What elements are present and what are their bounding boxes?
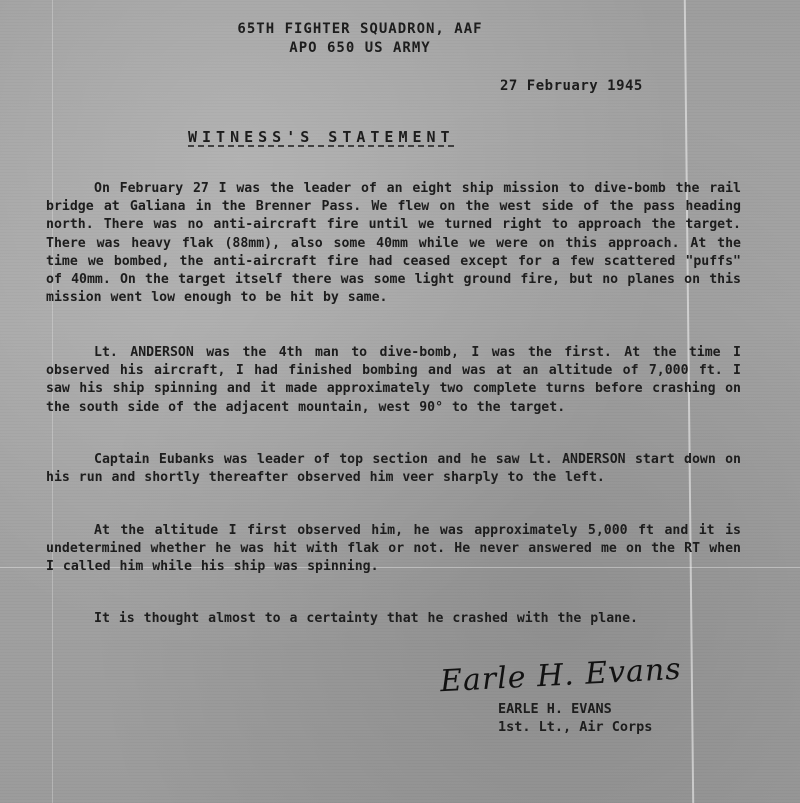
signer-rank: 1st. Lt., Air Corps — [498, 719, 653, 735]
statement-paragraph: On February 27 I was the leader of an eight ship mission to dive-bomb the rail bridge at Galiana in the Brenner Pass. We flew on the west side of the pass heading north. There was no anti-aircraft fire until we turned right to approach the target. There was heavy flak (88mm), also some 40mm while we were on this approach. At the time we bombed, the anti-aircraft fire had ceased except for a few scattered "puffs" of 40mm. On the target itself there was some light ground fire, but no planes on this mission went low enough to be hit by same. — [46, 181, 741, 306]
document-date: 27 February 1945 — [500, 78, 643, 94]
signer-name: EARLE H. EVANS — [498, 701, 612, 717]
document-title: WITNESS'S STATEMENT — [188, 128, 455, 146]
statement-paragraph: It is thought almost to a certainty that he crashed with the plane. — [94, 611, 638, 626]
letterhead-address: APO 650 US ARMY — [289, 40, 431, 56]
handwritten-signature: Earle H. Evans — [439, 651, 683, 700]
statement-paragraph: Captain Eubanks was leader of top section and he saw Lt. ANDERSON start down on his run and shortly thereafter observed him veer sharply to the left. — [46, 452, 741, 486]
letterhead — [200, 20, 520, 58]
statement-paragraph: At the altitude I first observed him, he was approximately 5,000 ft and it is undetermined whether he was hit with flak or not. He never answered me on the RT when I called him while his ship was spinning. — [46, 523, 741, 575]
signature-block — [498, 700, 652, 736]
letterhead-unit: 65TH FIGHTER SQUADRON, AAF — [237, 21, 483, 37]
statement-paragraph: Lt. ANDERSON was the 4th man to dive-bomb, I was the first. At the time I observed his aircraft, I had finished bombing and was at an altitude of 7,000 ft. I saw his ship spinning and it made approximately two complete turns before crashing on the south side of the adjacent mountain, west 90° to the target. — [46, 345, 741, 415]
